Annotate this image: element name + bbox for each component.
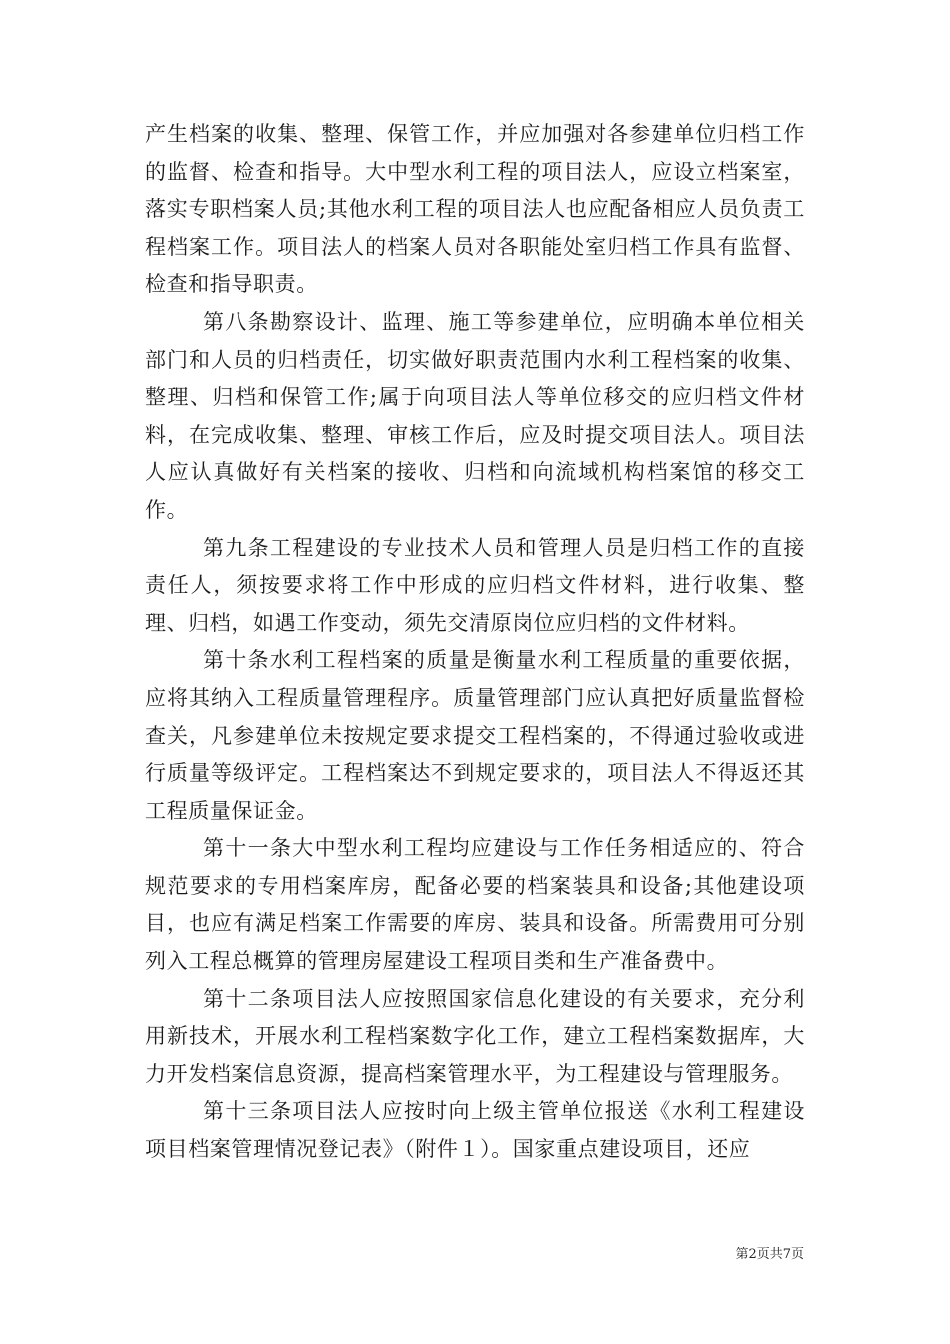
paragraph-article-11: 第十一条大中型水利工程均应建设与工作任务相适应的、符合规范要求的专用档案库房，配备必要的档案装具和设备;其他建设项目，也应有满足档案工作需要的库房、装具和设备。所需费用可分别列入工程总概算的管理房屋建设工程项目类和生产准备费中。: [145, 836, 805, 974]
paragraph-article-8: 第八条勘察设计、监理、施工等参建单位，应明确本单位相关部门和人员的归档责任，切实做好职责范围内水利工程档案的收集、整理、归档和保管工作;属于向项目法人等单位移交的应归档文件材料，在完成收集、整理、审核工作后，应及时提交项目法人。项目法人应认真做好有关档案的接收、归档和向流域机构档案馆的移交工作。: [145, 309, 805, 522]
page-number-footer: 第2页共7页: [735, 1247, 804, 1262]
paragraph-article-10: 第十条水利工程档案的质量是衡量水利工程质量的重要依据，应将其纳入工程质量管理程序。质量管理部门应认真把好质量监督检查关，凡参建单位未按规定要求提交工程档案的，不得通过验收或进行质量等级评定。工程档案达不到规定要求的，项目法人不得返还其工程质量保证金。: [145, 648, 805, 823]
document-body: [145, 116, 805, 1169]
paragraph-article-9: 第九条工程建设的专业技术人员和管理人员是归档工作的直接责任人，须按要求将工作中形成的应归档文件材料，进行收集、整理、归档，如遇工作变动，须先交清原岗位应归档的文件材料。: [145, 535, 805, 635]
paragraph-article-13: 第十三条项目法人应按时向上级主管单位报送《水利工程建设项目档案管理情况登记表》（附件１）。国家重点建设项目，还应: [145, 1099, 805, 1162]
paragraph-1: 产生档案的收集、整理、保管工作，并应加强对各参建单位归档工作的监督、检查和指导。大中型水利工程的项目法人，应设立档案室，落实专职档案人员;其他水利工程的项目法人也应配备相应人员负责工程档案工作。项目法人的档案人员对各职能处室归档工作具有监督、检查和指导职责。: [145, 122, 805, 297]
paragraph-article-12: 第十二条项目法人应按照国家信息化建设的有关要求，充分利用新技术，开展水利工程档案数字化工作，建立工程档案数据库，大力开发档案信息资源，提高档案管理水平，为工程建设与管理服务。: [145, 986, 805, 1086]
